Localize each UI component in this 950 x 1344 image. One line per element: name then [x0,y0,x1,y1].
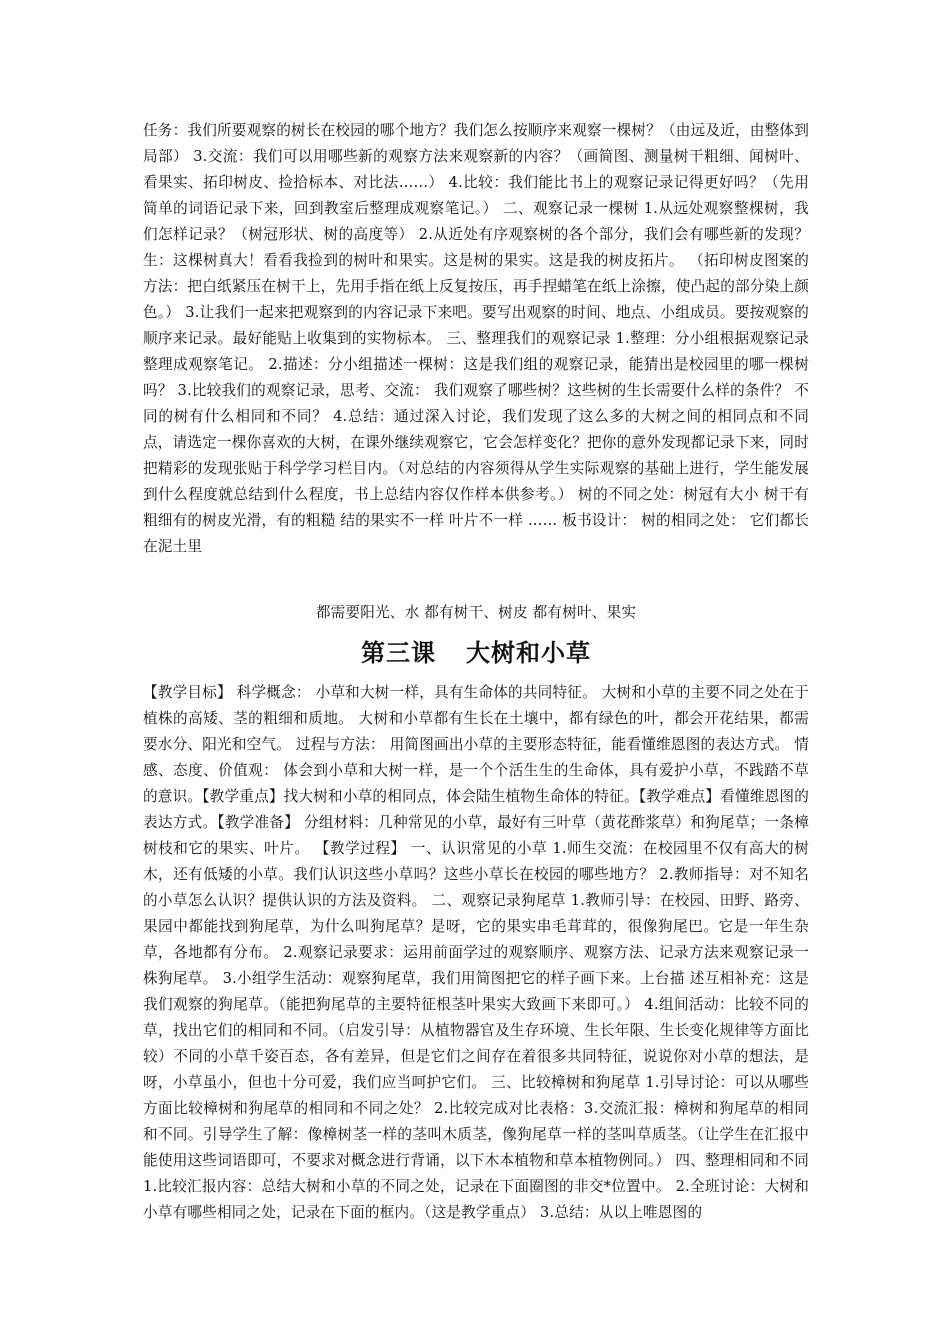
lesson-two-body-text: 任务：我们所要观察的树长在校园的哪个地方？我们怎么按顺序来观察一棵树？（由远及近，由整体到局部） 3.交流：我们可以用哪些新的观察方法来观察新的内容？（画简图、测量树干粗细、闻树叶、看果实、拓印树皮、捡拾标本、对比法……） 4.比较：我们能比书上的观察记录记得更好吗？（先用简单的词语记录下来，回到教室后整理成观察笔记。） 二、观察记录一棵树 1.从远处观察整棵树，我们怎样记录？（树冠形状、树的高度等） 2.从近处有序观察树的各个部分，我们会有哪些新的发现？ 生：这棵树真大！看看我捡到的树叶和果实。这是树的果实。这是我的树皮拓片。 （拓印树皮图案的方法：把白纸紧压在树干上，先用手指在纸上反复按压，再手捏蜡笔在纸上涂擦，使凸起的部分染上颜色。） 3.让我们一起来把观察到的内容记录下来吧。要写出观察的时间、地点、小组成员。要按观察的顺序来记录。最好能贴上收集到的实物标本。 三、整理我们的观察记录 1.整理：分小组根据观察记录整理成观察笔记。 2.描述：分小组描述一棵树：这是我们组的观察记录，能猜出是校园里的哪一棵树吗？ 3.比较我们的观察记录，思考、交流： 我们观察了哪些树？这些树的生长需要什么样的条件？ 不同的树有什么相同和不同？ 4.总结：通过深入讨论，我们发现了这么多的大树之间的相同点和不同点，请选定一棵你喜欢的大树，在课外继续观察它，它会怎样变化？把你的意外发现都记录下来，同时把精彩的发现张贴于科学学习栏目内。（对总结的内容须得从学生实际观察的基础上进行，学生能发展到什么程度就总结到什么程度，书上总结内容仅作样本供参考。） 树的不同之处：树冠有大小 树干有粗细有的树皮光滑，有的粗糙 结的果实不一样 叶片不一样 …… 板书设计： 树的相同之处： 它们都长在泥土里 [143,122,809,555]
lesson-three-body-text: 【教学目标】 科学概念： 小草和大树一样，具有生命体的共同特征。 大树和小草的主要不同之处在于植株的高矮、茎的粗细和质地。 大树和小草都有生长在土壤中，都有绿色的叶，都会开花结果，都需要水分、阳光和空气。 过程与方法： 用简图画出小草的主要形态特征，能看懂维恩图的表达方式。 情感、态度、价值观： 体会到小草和大树一样，是一个个活生生的生命体，具有爱护小草，不践踏不草的意识。【教学重点】找大树和小草的相同点，体会陆生植物生命体的特征。【教学难点】看懂维恩图的表达方式。【教学准备】 分组材料：几种常见的小草，最好有三叶草（黄花酢浆草）和狗尾草；一条樟树枝和它的果实、叶片。 【教学过程】 一、认识常见的小草 1.师生交流：在校园里不仅有高大的树木，还有低矮的小草。我们认识这些小草吗？这些小草长在校园的哪些地方？ 2.教师指导：对不知名的小草怎么认识？提供认识的方法及资料。 二、观察记录狗尾草 1.教师引导：在校园、田野、路旁、果园中都能找到狗尾草，为什么叫狗尾草？是呀，它的果实串毛茸茸的，很像狗尾巴。它是一年生杂草，各地都有分布。 2.观察记录要求：运用前面学过的观察顺序、观察方法、记录方法来观察记录一株狗尾草。 3.小组学生活动：观察狗尾草，我们用简图把它的样子画下来。上台描 述互相补充：这是我们观察的狗尾草。（能把狗尾草的主要特征根茎叶果实大致画下来即可。） 4.组间活动：比较不同的草，找出它们的相同和不同。（启发引导：从植物器官及生存环境、生长年限、生长变化规律等方面比较）不同的小草千姿百态，各有差异，但是它们之间存在着很多共同特征，说说你对小草的想法，是呀，小草虽小，但也十分可爱，我们应当呵护它们。 三、比较樟树和狗尾草 1.引导讨论：可以从哪些方面比较樟树和狗尾草的相同和不同之处？ 2.比较完成对比表格：3.交流汇报：樟树和狗尾草的相同和不同。引导学生了解：像樟树茎一样的茎叫木质茎，像狗尾草一样的茎叫草质茎。（让学生在汇报中能使用这些词语即可，不要求对概念进行背诵，以下木本植物和草本植物例同。） 四、整理相同和不同 1.比较汇报内容：总结大树和小草的不同之处，记录在下面圈图的非交*位置中。 2.全班讨论：大树和小草有哪些相同之处，记录在下面的框内。（这是教学重点） 3.总结：从以上唯恩图的 [143,684,809,1221]
document-page [143,118,809,1226]
blackboard-similarities-line: 都需要阳光、水 都有树干、树皮 都有树叶、果实 [315,604,637,621]
lesson-name: 大树和小草 [466,639,591,667]
lesson-number: 第三课 [361,639,436,667]
lesson-title [143,626,809,680]
